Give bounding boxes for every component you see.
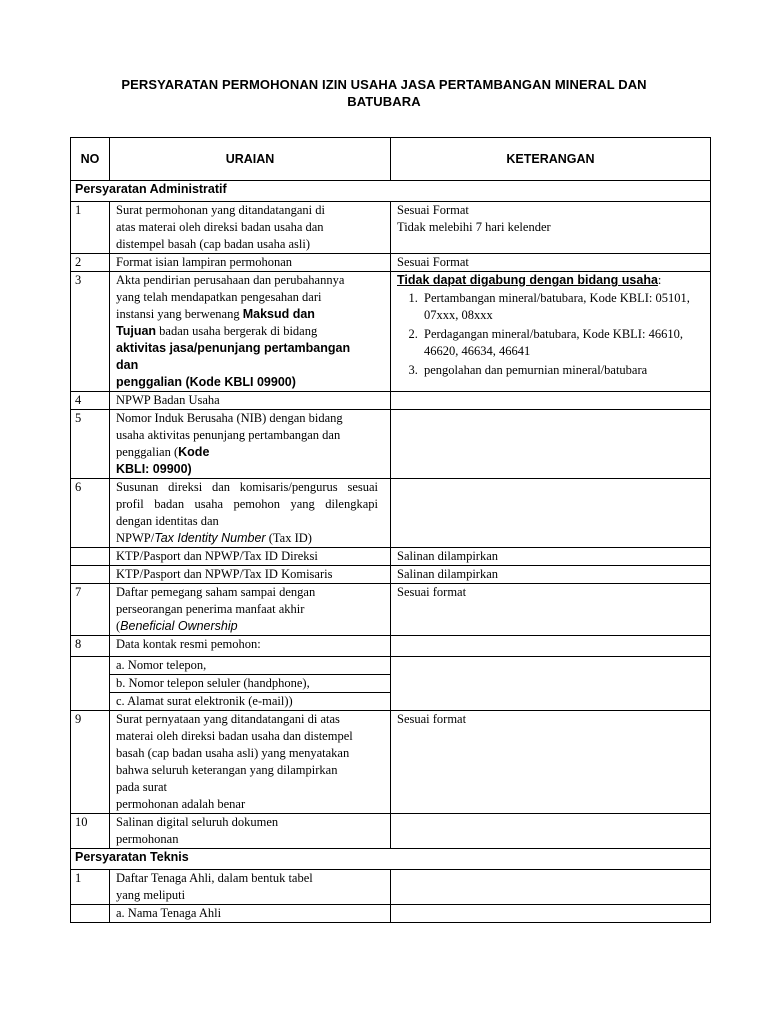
table-row [71, 905, 711, 923]
row-number: 6 [71, 479, 110, 548]
uraian-text: (Tax ID) [265, 531, 312, 545]
row-number: 3 [71, 272, 110, 392]
document-title-line-2: BATUBARA [347, 94, 421, 109]
keterangan-heading-text: Tidak dapat digabung dengan bidang usaha [397, 273, 658, 287]
document-title-line-1: PERSYARATAN PERMOHONAN IZIN USAHA JASA PERTAMBANGAN MINERAL DAN [121, 77, 647, 92]
uraian-line: Daftar pemegang saham sampai dengan [116, 585, 316, 599]
row-keterangan [391, 870, 711, 905]
uraian-text: badan usaha bergerak di bidang [156, 324, 318, 338]
row-uraian: Data kontak resmi pemohon: [110, 636, 391, 657]
uraian-line [116, 530, 378, 547]
uraian-line: Daftar Tenaga Ahli, dalam bentuk tabel [116, 871, 313, 885]
header-no: NO [71, 138, 110, 181]
row-keterangan [391, 479, 711, 548]
keterangan-heading [397, 272, 710, 289]
table-header-row [71, 138, 711, 181]
row-uraian: NPWP Badan Usaha [110, 392, 391, 410]
row-uraian [110, 410, 391, 479]
table-row [71, 254, 711, 272]
uraian-line: yang telah mendapatkan pengesahan dari [116, 290, 322, 304]
uraian-line: Akta pendirian perusahaan dan perubahannya [116, 273, 345, 287]
row-uraian [110, 814, 391, 849]
table-row [71, 202, 711, 254]
row-keterangan: Sesuai Format [391, 254, 711, 272]
table-row [71, 657, 711, 675]
row-uraian [110, 870, 391, 905]
row-keterangan [391, 410, 711, 479]
uraian-line: usaha aktivitas penunjang pertambangan dan [116, 428, 341, 442]
row-keterangan [391, 905, 711, 923]
uraian-line: Surat pernyataan yang ditandatangani di atas [116, 712, 340, 726]
row-number [71, 566, 110, 584]
table-row [71, 584, 711, 636]
row-number [71, 548, 110, 566]
row-keterangan: Salinan dilampirkan [391, 548, 711, 566]
row-uraian: KTP/Pasport dan NPWP/Tax ID Komisaris [110, 566, 391, 584]
kbli-list-item: 2. Perdagangan mineral/batubara, Kode KBLI: 46610, 46620, 46634, 46641 [421, 326, 710, 360]
uraian-line [116, 323, 390, 340]
uraian-line [116, 444, 390, 461]
uraian-bold-line: penggalian (Kode KBLI 09900) [116, 375, 296, 389]
kbli-list [397, 290, 710, 379]
uraian-paragraph: Susunan direksi dan komisaris/pengurus sesuai profil badan usaha pemohon yang dilengkapi dengan identitas dan [116, 480, 378, 528]
table-row [71, 636, 711, 657]
uraian-bold-text: Tujuan [116, 324, 157, 338]
uraian-text: NPWP/ [116, 531, 155, 545]
table-row [71, 870, 711, 905]
uraian-line [116, 306, 390, 323]
uraian-italic-text: Tax Identity Number [154, 531, 266, 545]
uraian-line: Nomor Induk Berusaha (NIB) dengan bidang [116, 411, 343, 425]
row-keterangan [391, 657, 711, 711]
uraian-text: instansi yang berwenang [116, 307, 243, 321]
table-row [71, 479, 711, 548]
uraian-line: basah (cap badan usaha asli) yang menyatakan [116, 746, 350, 760]
section-row-administratif [71, 181, 711, 202]
row-uraian [110, 711, 391, 814]
row-number: 10 [71, 814, 110, 849]
table-row [71, 392, 711, 410]
row-uraian [110, 584, 391, 636]
row-keterangan [391, 636, 711, 657]
row-uraian: c. Alamat surat elektronik (e-mail)) [110, 693, 391, 711]
row-number [71, 905, 110, 923]
row-number: 2 [71, 254, 110, 272]
header-uraian: URAIAN [110, 138, 391, 181]
uraian-line: perseorangan penerima manfaat akhir [116, 602, 305, 616]
row-uraian: b. Nomor telepon seluler (handphone), [110, 675, 391, 693]
uraian-line: yang meliputi [116, 888, 186, 902]
section-row-teknis [71, 849, 711, 870]
uraian-line: atas materai oleh direksi badan usaha dan [116, 220, 324, 234]
section-title-administratif: Persyaratan Administratif [71, 181, 711, 202]
uraian-line [116, 618, 390, 635]
row-uraian: KTP/Pasport dan NPWP/Tax ID Direksi [110, 548, 391, 566]
document-title [80, 76, 688, 110]
uraian-line: bahwa seluruh keterangan yang dilampirkan [116, 763, 338, 777]
uraian-bold-line: aktivitas jasa/penunjang pertambangan [116, 341, 351, 355]
row-number: 1 [71, 202, 110, 254]
row-uraian [110, 202, 391, 254]
row-keterangan [391, 392, 711, 410]
table-row [71, 410, 711, 479]
kbli-list-item: 3. pengolahan dan pemurnian mineral/batubara [421, 362, 710, 379]
uraian-line: Salinan digital seluruh dokumen [116, 815, 279, 829]
uraian-text: ( [116, 619, 121, 633]
table-row [71, 272, 711, 392]
uraian-line: materai oleh direksi badan usaha dan distempel [116, 729, 353, 743]
table-row [71, 548, 711, 566]
row-number: 1 [71, 870, 110, 905]
row-number: 5 [71, 410, 110, 479]
table-row [71, 814, 711, 849]
row-number [71, 657, 110, 711]
header-keterangan: KETERANGAN [391, 138, 711, 181]
row-uraian [110, 479, 391, 548]
section-title-teknis: Persyaratan Teknis [71, 849, 711, 870]
uraian-line: permohonan adalah benar [116, 797, 246, 811]
row-number: 4 [71, 392, 110, 410]
row-keterangan: Sesuai format [391, 584, 711, 636]
row-keterangan: Sesuai format [391, 711, 711, 814]
row-uraian: a. Nama Tenaga Ahli [110, 905, 391, 923]
row-number: 8 [71, 636, 110, 657]
row-keterangan [391, 272, 711, 392]
row-uraian [110, 272, 391, 392]
uraian-bold-line: KBLI: 09900) [116, 462, 192, 476]
uraian-bold-text: Kode [178, 445, 210, 459]
uraian-text: penggalian ( [116, 445, 179, 459]
uraian-line: pada surat [116, 780, 168, 794]
row-number: 9 [71, 711, 110, 814]
uraian-line: permohonan [116, 832, 179, 846]
uraian-line: distempel basah (cap badan usaha asli) [116, 237, 311, 251]
table-row [71, 566, 711, 584]
keterangan-line: Tidak melebihi 7 hari kelender [397, 220, 551, 234]
table-row [71, 711, 711, 814]
row-uraian: a. Nomor telepon, [110, 657, 391, 675]
keterangan-line: Sesuai Format [397, 203, 469, 217]
keterangan-colon: : [657, 273, 662, 287]
uraian-bold-text: Maksud dan [242, 307, 315, 321]
row-keterangan [391, 814, 711, 849]
row-number: 7 [71, 584, 110, 636]
row-keterangan: Salinan dilampirkan [391, 566, 711, 584]
row-keterangan [391, 202, 711, 254]
uraian-italic-text: Beneficial Ownership [120, 619, 238, 633]
row-uraian: Format isian lampiran permohonan [110, 254, 391, 272]
uraian-bold-line: dan [116, 358, 139, 372]
kbli-list-item: 1. Pertambangan mineral/batubara, Kode KBLI: 05101, 07xxx, 08xxx [421, 290, 710, 324]
uraian-line: Surat permohonan yang ditandatangani di [116, 203, 325, 217]
requirements-table [70, 137, 711, 923]
